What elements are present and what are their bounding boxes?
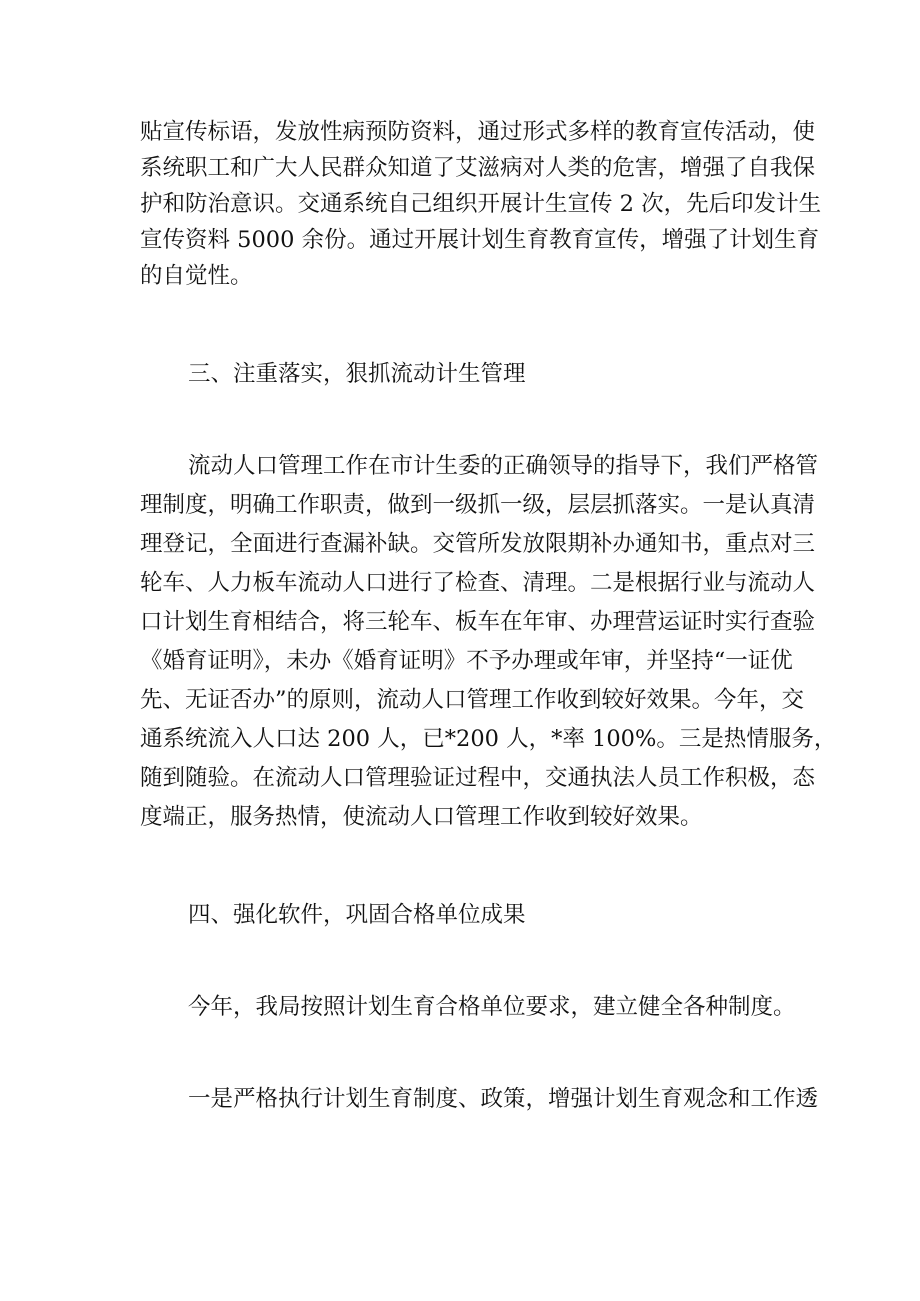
paragraph-2-line-3: 理登记，全面进行查漏补缺。交管所发放限期补办通知书，重点对三	[140, 531, 816, 557]
paragraph-2-line-10: 度端正，服务热情，使流动人口管理工作收到较好效果。	[140, 804, 703, 830]
paragraph-2-line-5: 口计划生育相结合，将三轮车、板车在年审、办理营运证时实行查验	[140, 609, 816, 635]
section-heading-3: 三、注重落实，狠抓流动计生管理	[188, 361, 526, 387]
paragraph-1-line-3: 护和防治意识。交通系统自己组织开展计生宣传 2 次，先后印发计生	[140, 191, 822, 217]
paragraph-2-line-1: 流动人口管理工作在市计生委的正确领导的指导下，我们严格管	[188, 453, 819, 479]
paragraph-2-line-2: 理制度，明确工作职责，做到一级抓一级，层层抓落实。一是认真清	[140, 492, 816, 518]
paragraph-1-line-4: 宣传资料 5000 余份。通过开展计划生育教育宣传，增强了计划生育	[140, 227, 820, 253]
paragraph-1-line-1: 贴宣传标语，发放性病预防资料，通过形式多样的教育宣传活动，使	[140, 119, 816, 145]
paragraph-2-line-8: 通系统流入人口达 200 人，已*200 人，*率 100%。三是热情服务，	[140, 726, 837, 752]
paragraph-2-line-9: 随到随验。在流动人口管理验证过程中，交通执法人员工作积极，态	[140, 765, 816, 791]
paragraph-4-line-1: 一是严格执行计划生育制度、政策，增强计划生育观念和工作透	[188, 1086, 819, 1112]
paragraph-1-line-2: 系统职工和广大人民群众知道了艾滋病对人类的危害，增强了自我保	[140, 155, 816, 181]
paragraph-2-line-6: 《婚育证明》，未办《婚育证明》不予办理或年审，并坚持“一证优	[140, 648, 793, 674]
section-heading-4: 四、强化软件，巩固合格单位成果	[188, 902, 526, 928]
paragraph-2-line-7: 先、无证否办”的原则，流动人口管理工作收到较好效果。今年，交	[140, 687, 805, 713]
paragraph-1-line-5: 的自觉性。	[140, 263, 253, 289]
paragraph-3-line-1: 今年，我局按照计划生育合格单位要求，建立健全各种制度。	[188, 994, 796, 1020]
paragraph-2-line-4: 轮车、人力板车流动人口进行了检查、清理。二是根据行业与流动人	[140, 570, 816, 596]
